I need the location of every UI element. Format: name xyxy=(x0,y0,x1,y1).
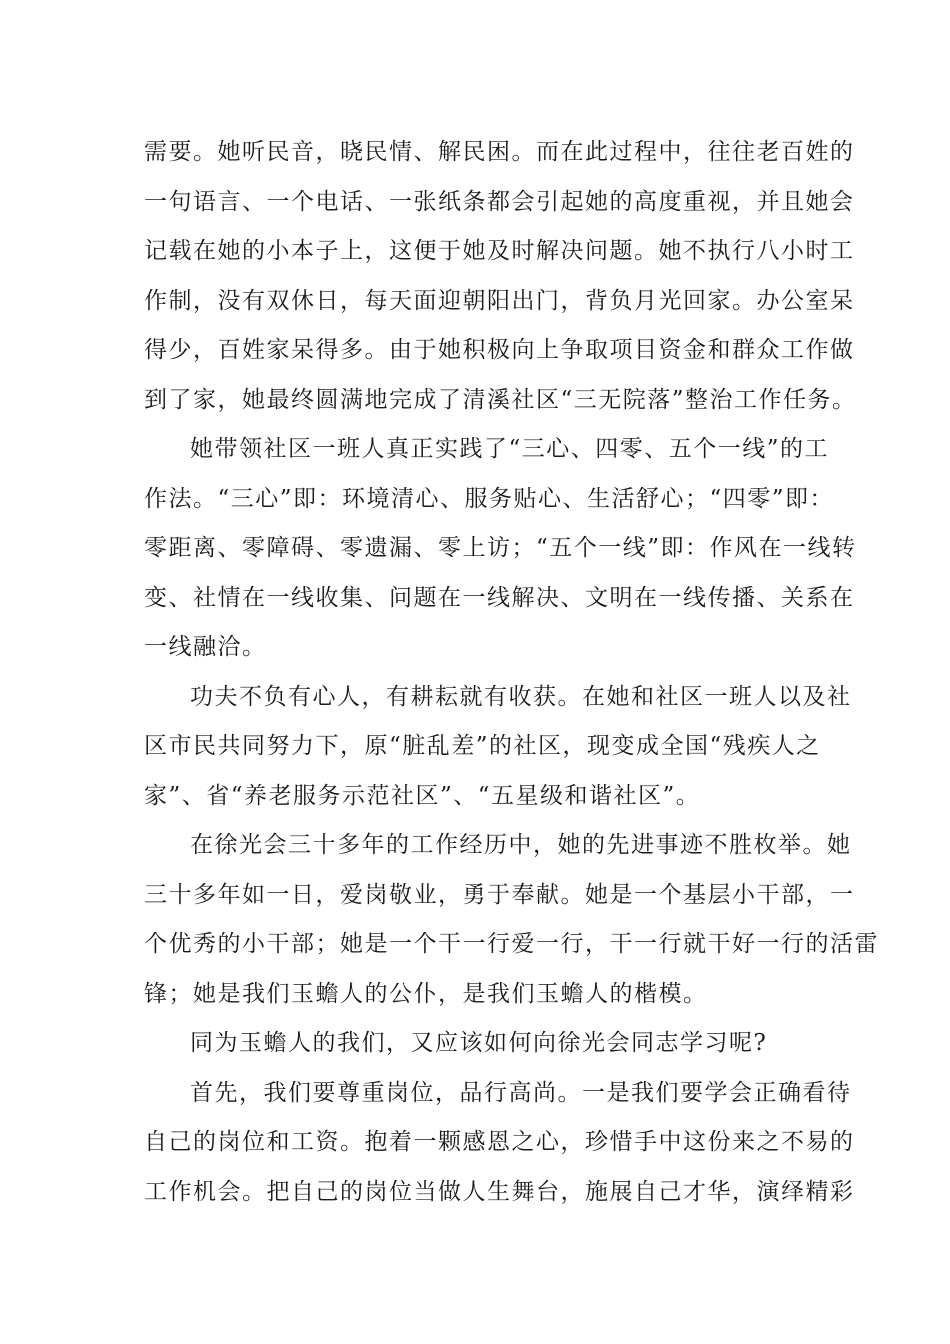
text-line: 家”、省“养老服务示范社区”、“五星级和谐社区”。 xyxy=(144,782,701,809)
paragraph-start-line: 她带领社区一班人真正实践了“三心、四零、五个一线”的工 xyxy=(190,436,830,462)
text-line: 一句语言、一个电话、一张纸条都会引起她的高度重视，并且她会 xyxy=(144,188,855,215)
paragraph-start-line: 同为玉蟾人的我们，又应该如何向徐光会同志学习呢? xyxy=(190,1030,768,1056)
paragraph-start-line: 功夫不负有心人，有耕耘就有收获。在她和社区一班人以及社 xyxy=(190,683,852,710)
text-line: 自己的岗位和工资。抱着一颗感恩之心，珍惜手中这份来之不易的 xyxy=(144,1129,855,1155)
text-line: 需要。她听民音，晓民情、解民困。而在此过程中，往往老百姓的 xyxy=(144,139,855,165)
text-line: 作法。“三心”即：环境清心、服务贴心、生活舒心；“四零”即： xyxy=(144,485,835,512)
text-line: 到了家，她最终圆满地完成了清溪社区“三无院落”整治工作任务。 xyxy=(144,386,857,413)
text-line: 记载在她的小本子上，这便于她及时解决问题。她不执行八小时工 xyxy=(144,238,855,264)
text-line: 作制，没有双休日，每天面迎朝阳出门，背负月光回家。办公室呆 xyxy=(144,287,855,314)
text-line: 一线融洽。 xyxy=(144,634,267,660)
text-line: 工作机会。把自己的岗位当做人生舞台，施展自己才华，演绎精彩 xyxy=(144,1178,855,1205)
text-line: 得少，百姓家呆得多。由于她积极向上争取项目资金和群众工作做 xyxy=(144,337,855,363)
text-line: 变、社情在一线收集、问题在一线解决、文明在一线传播、关系在 xyxy=(144,584,855,611)
text-line: 三十多年如一日，爱岗敬业，勇于奉献。她是一个基层小干部，一 xyxy=(144,881,855,908)
paragraph-start-line: 首先，我们要尊重岗位，品行高尚。一是我们要学会正确看待 xyxy=(190,1079,852,1106)
text-line: 区市民共同努力下，原“脏乱差”的社区，现变成全国“残疾人之 xyxy=(144,733,821,759)
text-line: 零距离、零障碍、零遗漏、零上访；“五个一线”即：作风在一线转 xyxy=(144,535,857,561)
text-line: 锋；她是我们玉蟾人的公仆，是我们玉蟾人的楷模。 xyxy=(144,980,708,1007)
text-line: 个优秀的小干部；她是一个干一行爱一行，干一行就干好一行的活雷 xyxy=(144,931,879,957)
paragraph-start-line: 在徐光会三十多年的工作经历中，她的先进事迹不胜枚举。她 xyxy=(190,832,852,858)
body-text xyxy=(144,128,879,1217)
